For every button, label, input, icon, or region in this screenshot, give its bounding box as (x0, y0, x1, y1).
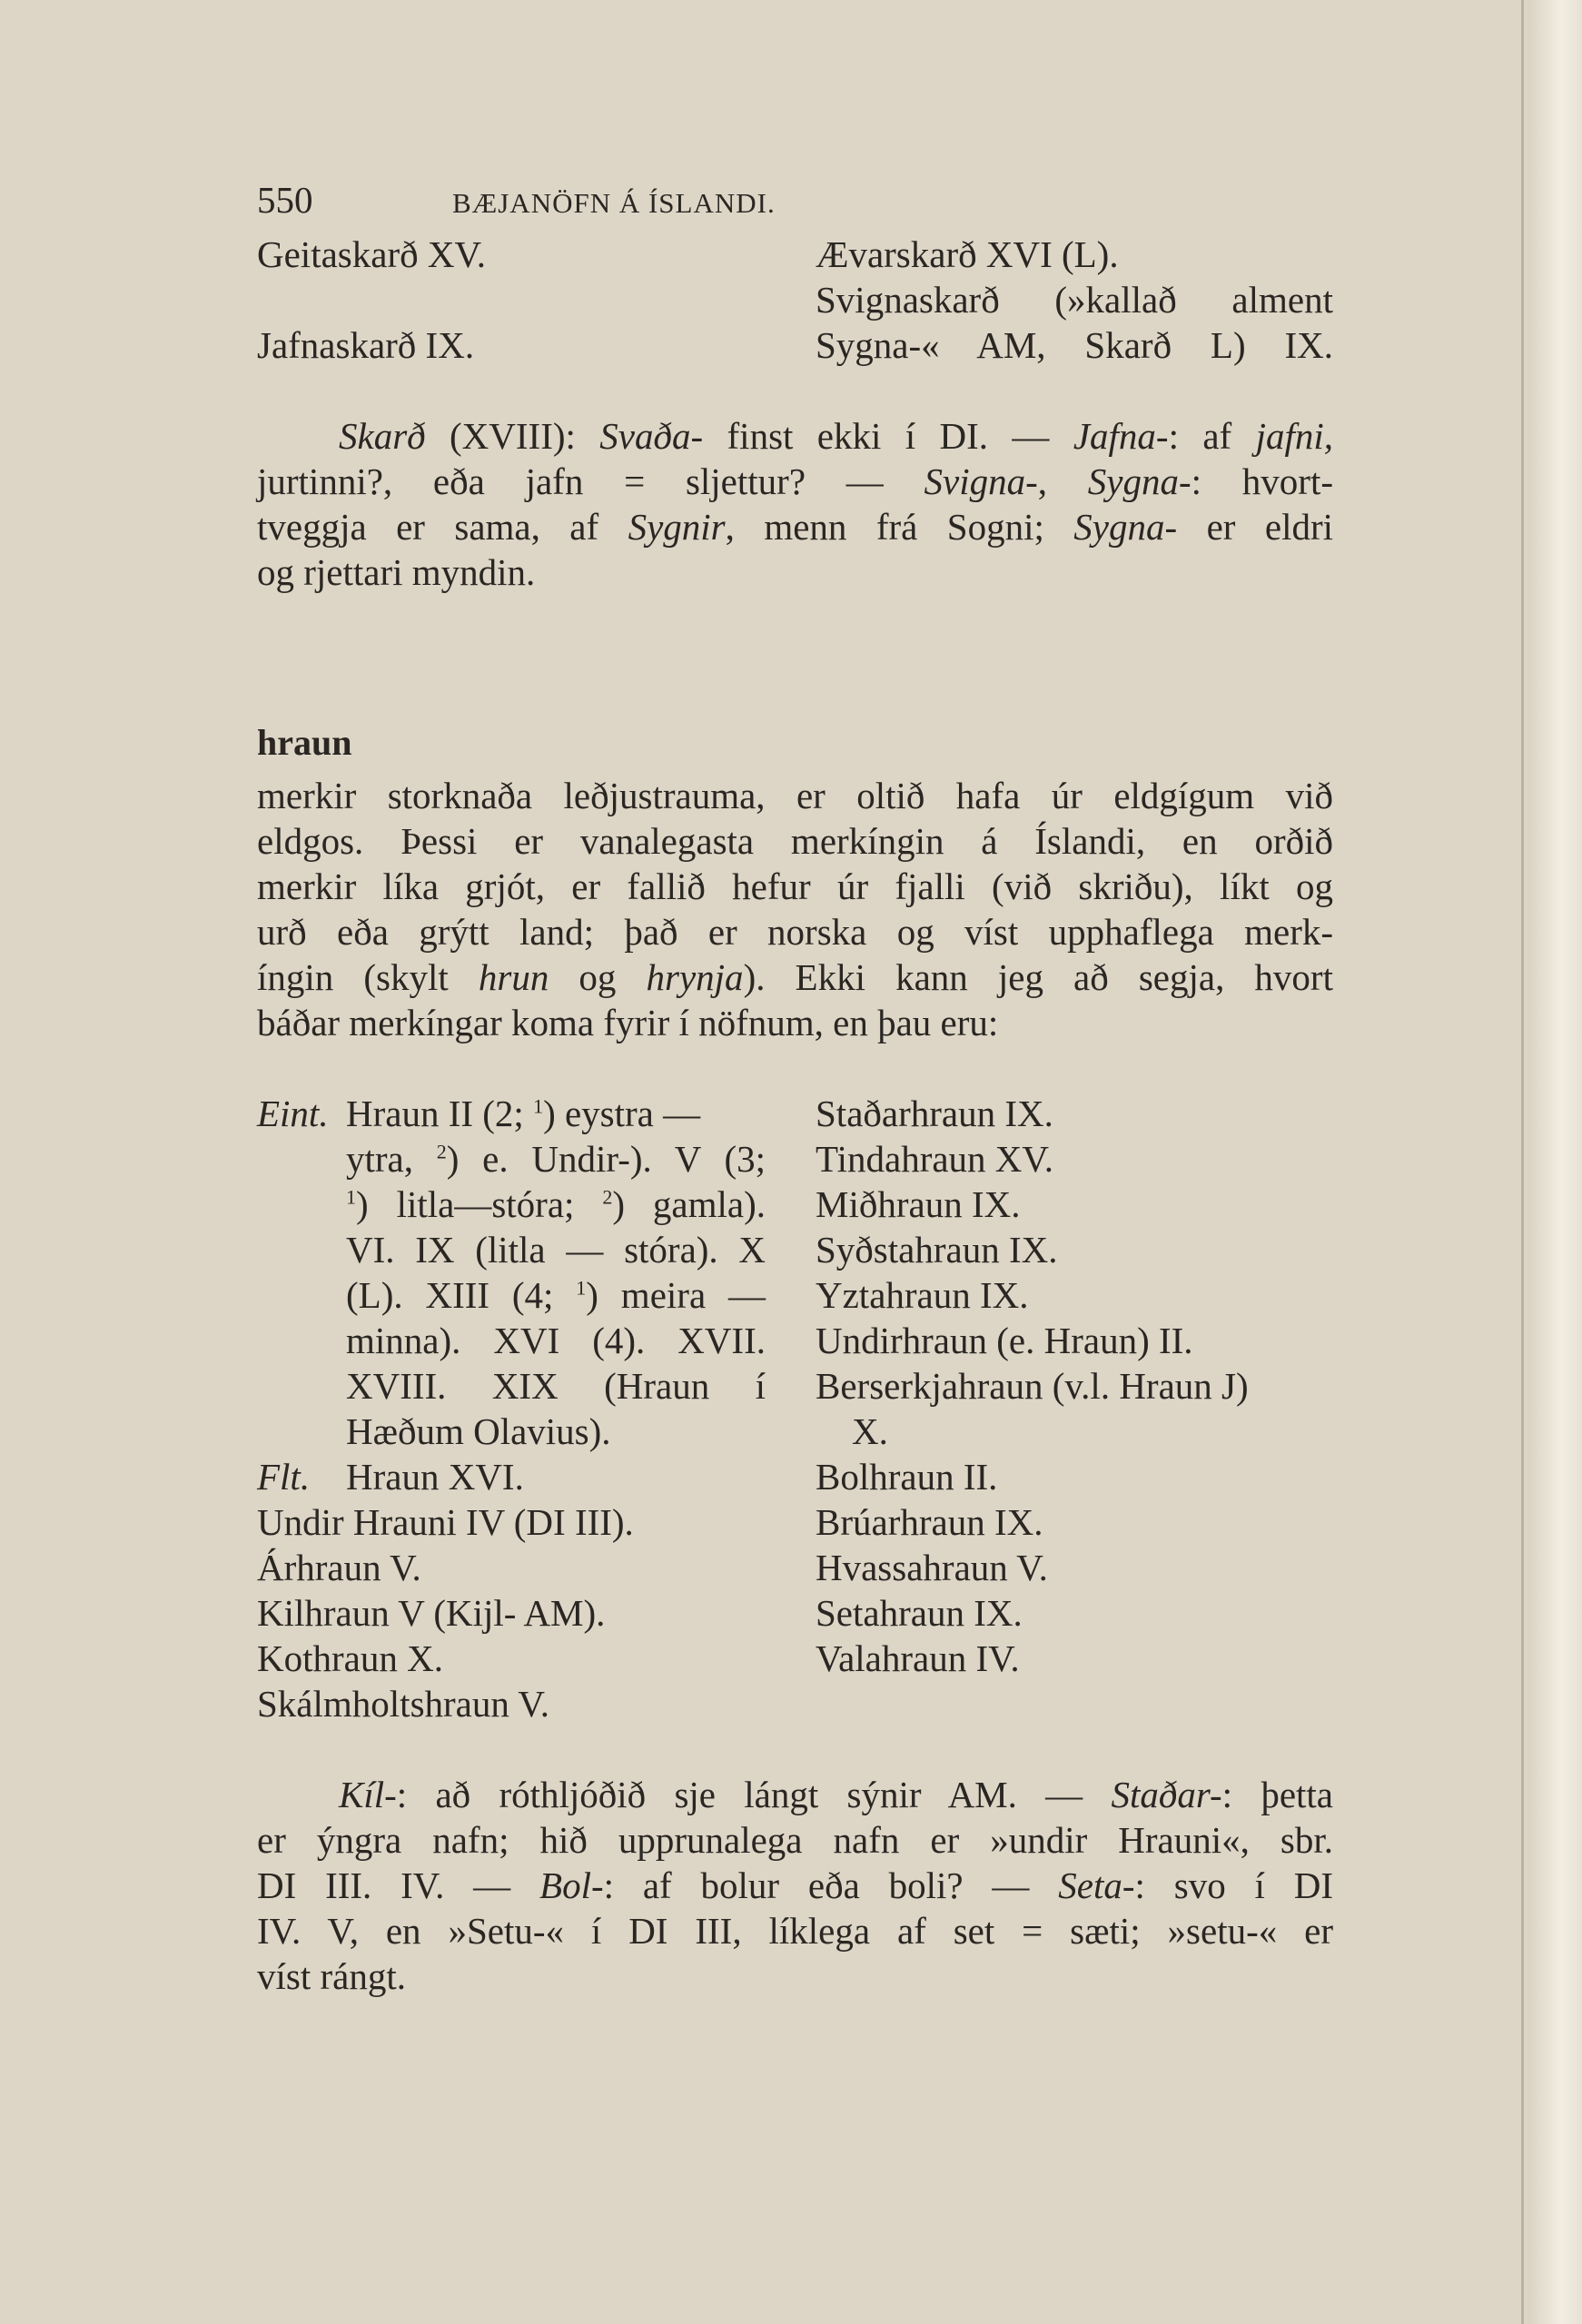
note-text: DI III. IV. — (257, 1864, 540, 1906)
list-item: Brúarhraun IX. (816, 1501, 1043, 1543)
eint-line: XVIII. XIX (Hraun í (346, 1365, 766, 1407)
list-item: X. (852, 1410, 888, 1452)
list-item: Jafnaskarð IX. (257, 324, 475, 366)
final-note (257, 1772, 1333, 1999)
note-text: : af bolur eða boli? — (603, 1864, 1059, 1906)
italic-term: hrun (478, 956, 549, 998)
eint-line: minna). XVI (4). XVII. (346, 1320, 766, 1361)
list-item: Syðstahraun IX. (816, 1229, 1058, 1271)
note-line: víst rángt. (257, 1955, 406, 1997)
list-text: (L). XIII (4; (346, 1274, 577, 1316)
note-text: tveggja er sama, af (257, 506, 628, 548)
note-line: IV. V, en »Setu-« í DI III, líklega af set = sæti; »setu-« er (257, 1910, 1333, 1952)
list-item: Kothraun X. (257, 1637, 443, 1679)
note-text: jurtinni?, eða jafn = sljettur? — (257, 460, 924, 502)
list-text: Hraun II (2; (346, 1093, 534, 1134)
note-text: og rjettari myndin. (257, 551, 536, 593)
list-item: Kilhraun V (Kijl- AM). (257, 1592, 606, 1634)
list-item: Staðarhraun IX. (816, 1093, 1053, 1134)
hraun-list (257, 1091, 1333, 1726)
list-text: ) eystra — (543, 1093, 701, 1134)
note-line (257, 459, 1333, 504)
page-edge-line (1521, 0, 1524, 2324)
list-item: Setahraun IX. (816, 1592, 1023, 1634)
headword-hraun: hraun (257, 722, 352, 763)
list-item: Hvassahraun V. (816, 1547, 1048, 1588)
eint-line: VI. IX (litla — stóra). X (346, 1229, 766, 1271)
note-line (257, 504, 1333, 549)
list-item: Sygna-« AM, Skarð L) IX. (816, 324, 1333, 366)
list-spacer (257, 277, 766, 322)
superscript: 1 (576, 1276, 587, 1300)
list-text: Hraun XVI. (346, 1456, 524, 1498)
italic-term: Sygna- (1073, 506, 1178, 548)
italic-term: jafni, (1255, 415, 1333, 457)
page-number: 550 (257, 179, 313, 221)
italic-term: Skarð (339, 415, 426, 457)
eint-label: Eint. (257, 1093, 329, 1134)
superscript: 1 (533, 1094, 544, 1118)
top-list (257, 232, 1333, 368)
list-item: Yztahraun IX. (816, 1274, 1029, 1316)
list-text: ) e. Undir-). V (3; (446, 1138, 766, 1180)
italic-term: Svaða- (599, 415, 704, 457)
hraun-paragraph (257, 773, 1333, 1045)
italic-term: Svigna- (924, 460, 1038, 502)
italic-term: Jafna- (1073, 415, 1169, 457)
list-item: Tindahraun XV. (816, 1138, 1053, 1180)
eint-line (257, 1272, 766, 1318)
list-item: Undirhraun (e. Hraun) II. (816, 1320, 1193, 1361)
list-text: ) meira — (586, 1274, 766, 1316)
note-text: finst ekki í DI. — (703, 415, 1073, 457)
italic-term: hrynja (646, 956, 744, 998)
list-item: Undir Hrauni IV (DI III). (257, 1501, 634, 1543)
note-text: : svo í DI (1134, 1864, 1334, 1906)
list-item: Árhraun V. (257, 1547, 421, 1588)
list-item: Valahraun IV. (816, 1637, 1020, 1679)
hraun-list-left (257, 1091, 766, 1726)
paragraph-text: íngin (skylt (257, 956, 479, 998)
paragraph-line: urð eða grýtt land; það er norska og víst upphaflega merk- (257, 911, 1333, 953)
list-text: ytra, (346, 1138, 437, 1180)
italic-term: Kíl- (339, 1774, 397, 1815)
flt-line (257, 1454, 766, 1499)
list-item: Svignaskarð (»kallað alment (816, 279, 1333, 321)
page-edge (1528, 0, 1582, 2324)
paragraph-line: merkir líka grjót, er fallið hefur úr fjalli (við skriðu), líkt og (257, 865, 1333, 907)
note-skard (257, 413, 1333, 595)
eint-line (257, 1136, 766, 1182)
note-text: : þetta (1221, 1774, 1333, 1815)
hraun-list-right (816, 1091, 1333, 1726)
list-text: ) litla—stóra; (356, 1183, 603, 1225)
paragraph-text: ). Ekki kann jeg að segja, hvort (743, 956, 1333, 998)
list-item: Berserkjahraun (v.l. Hraun J) (816, 1365, 1249, 1407)
note-text: (XVIII): (425, 415, 600, 457)
italic-term: Staðar- (1111, 1774, 1222, 1815)
paragraph-line: eldgos. Þessi er vanalegasta merkíngin á Íslandi, en orðið (257, 820, 1333, 862)
note-text: : af (1168, 415, 1256, 457)
note-text: : hvort- (1191, 460, 1334, 502)
note-text: , menn frá Sogni; (725, 506, 1074, 548)
list-item: Bolhraun II. (816, 1456, 998, 1498)
italic-term: Bol- (539, 1864, 604, 1906)
italic-term: Sygnir (628, 506, 726, 548)
note-text: : að róthljóðið sje lángt sýnir AM. — (396, 1774, 1112, 1815)
list-item: Skálmholtshraun V. (257, 1683, 549, 1725)
flt-label: Flt. (257, 1456, 311, 1498)
eint-line (257, 1091, 766, 1136)
paragraph-line (257, 954, 1333, 1000)
superscript: 2 (602, 1185, 613, 1209)
eint-line: Hæðum Olavius). (346, 1410, 611, 1452)
italic-term: Seta- (1058, 1864, 1135, 1906)
list-item: Miðhraun IX. (816, 1183, 1021, 1225)
note-line: er ýngra nafn; hið upprunalega nafn er »undir Hrauni«, sbr. (257, 1819, 1333, 1861)
note-line (257, 1772, 1333, 1817)
note-text: er eldri (1177, 506, 1333, 548)
list-item: Ævarskarð XVI (L). (816, 233, 1119, 275)
paragraph-line: báðar merkíngar koma fyrir í nöfnum, en þau eru: (257, 1002, 999, 1043)
note-line (257, 1863, 1333, 1908)
page-header (257, 177, 1333, 232)
page-text (257, 177, 1333, 1999)
eint-line (257, 1182, 766, 1227)
paragraph-line: merkir storknaða leðjustrauma, er oltið hafa úr eldgígum við (257, 775, 1333, 816)
list-text: ) gamla). (612, 1183, 766, 1225)
note-text: , (1037, 460, 1088, 502)
italic-term: Sygna- (1087, 460, 1191, 502)
top-list-left (257, 232, 766, 368)
running-title: BÆJANÖFN Á ÍSLANDI. (452, 187, 776, 219)
superscript: 1 (346, 1185, 356, 1209)
list-item: Geitaskarð XV. (257, 233, 487, 275)
top-list-right (816, 232, 1333, 368)
paragraph-text: og (549, 956, 647, 998)
note-line (257, 549, 1333, 595)
note-line (257, 413, 1333, 459)
superscript: 2 (436, 1140, 447, 1163)
